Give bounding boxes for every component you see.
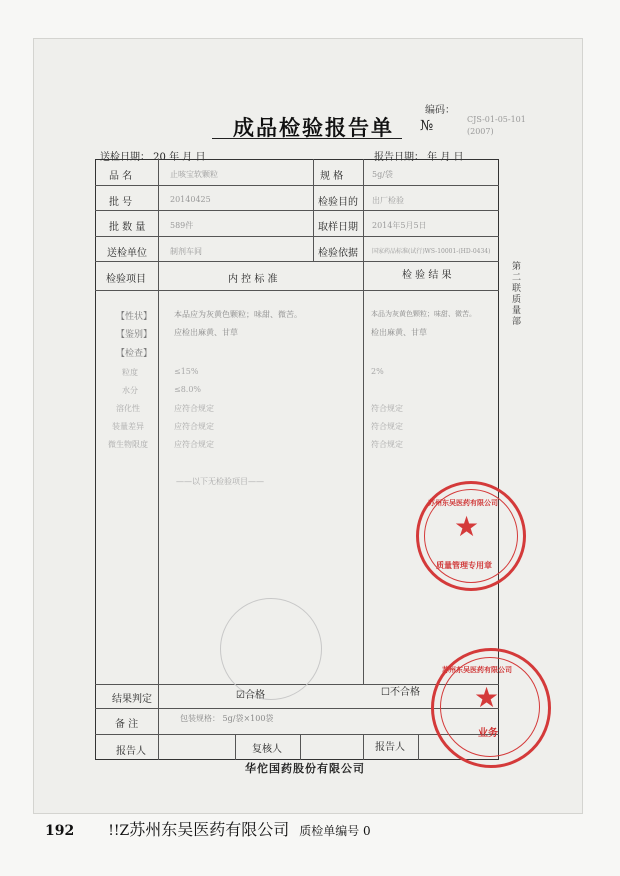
code-value-line-2: (2007)	[467, 127, 494, 136]
pass-option: ☑合格	[236, 690, 265, 701]
quantity-value: 589件	[170, 221, 194, 230]
item-fill-variance: 装量差异	[112, 422, 144, 431]
quality-seal-subtext: 质量管理专用章	[436, 560, 492, 570]
reporter-label: 报告人	[116, 746, 146, 757]
title-underline	[212, 138, 402, 139]
sender-label: 报告人	[375, 742, 405, 753]
col-divider	[158, 159, 159, 290]
row-divider	[95, 290, 499, 291]
col-header-standard: 内 控 标 准	[228, 274, 278, 285]
fail-text: 不合格	[389, 687, 420, 698]
fail-option: ☐不合格	[381, 687, 420, 698]
col-divider	[235, 734, 236, 760]
report-title: 成品检验报告单	[233, 115, 394, 140]
result-identification: 检出麻黄、甘草	[371, 328, 427, 337]
unit-value: 制剂车间	[170, 247, 202, 256]
spec-label: 规 格	[320, 171, 344, 182]
code-value-line-1: CJS-01-05-101	[467, 115, 526, 124]
purpose-value: 出厂检验	[372, 196, 404, 205]
col-header-result: 检 验 结 果	[402, 270, 452, 281]
col-divider	[418, 734, 419, 760]
product-value: 止咳宝软颗粒	[170, 170, 218, 179]
item-moisture: 水分	[122, 386, 138, 395]
seal-star-icon: ★	[474, 681, 500, 714]
item-solubility: 溶化性	[116, 404, 140, 413]
col-header-item: 检验项目	[106, 274, 146, 285]
basis-label: 检验依据	[318, 248, 358, 259]
send-date: 送检日期： 20 年 月 日	[100, 152, 206, 163]
basis-value: 国家药品标准(试行)WS-10001-(HD-0434)	[372, 248, 491, 255]
standard-solubility: 应符合规定	[174, 404, 214, 413]
col-divider	[300, 734, 301, 760]
seal-star-icon: ★	[454, 510, 480, 543]
copy-note: 第二联 质量部	[512, 262, 522, 327]
unit-label: 送检单位	[107, 248, 147, 259]
result-appearance: 本品为灰黄色颗粒；味甜、微苦。	[371, 310, 476, 318]
sample-date-label: 取样日期	[318, 222, 358, 233]
conclusion-label: 结果判定	[112, 694, 152, 705]
remark-label: 备 注	[115, 719, 139, 730]
standard-granularity: ≤15%	[174, 367, 199, 376]
faded-seal	[220, 598, 322, 700]
issuing-company: 华佗国药股份有限公司	[245, 762, 365, 775]
item-appearance: 【性状】	[116, 312, 153, 322]
reviewer-label: 复核人	[252, 744, 282, 755]
row-divider	[95, 185, 499, 186]
standard-fill-variance: 应符合规定	[174, 422, 214, 431]
row-divider	[95, 261, 499, 262]
col-divider	[363, 159, 364, 261]
result-microbial-limit: 符合规定	[371, 440, 403, 449]
col-divider	[158, 684, 159, 760]
batch-value: 20140425	[170, 195, 211, 204]
row-divider	[95, 236, 499, 237]
sample-date-value: 2014年5月5日	[372, 221, 427, 230]
report-date: 报告日期： 年 月 日	[374, 152, 464, 163]
caption-company: 苏州东吴医药有限公司	[129, 820, 290, 839]
remark-value: 包装规格： 5g/袋×100袋	[180, 714, 274, 723]
pass-text: 合格	[244, 690, 265, 701]
col-divider	[158, 290, 159, 684]
standard-moisture: ≤8.0%	[174, 385, 202, 394]
row-divider	[95, 210, 499, 211]
bottom-caption	[45, 817, 371, 840]
item-granularity: 粒度	[122, 368, 138, 377]
col-divider	[363, 734, 364, 760]
code-value	[467, 114, 526, 138]
page-number: 192	[45, 823, 75, 839]
spec-value: 5g/袋	[372, 170, 393, 179]
result-fill-variance: 符合规定	[371, 422, 403, 431]
item-inspection: 【检查】	[116, 349, 153, 359]
col-divider	[313, 159, 314, 261]
standard-identification: 应检出麻黄、甘草	[174, 328, 238, 337]
purpose-label: 检验目的	[318, 197, 358, 208]
batch-label: 批 号	[109, 197, 133, 208]
company-seal-subtext: 业务	[478, 728, 498, 739]
caption-prefix: !!Z	[108, 823, 130, 839]
company-seal-text: 苏州东吴医药有限公司	[442, 665, 512, 674]
standard-microbial-limit: 应符合规定	[174, 440, 214, 449]
item-microbial-limit: 微生物限度	[108, 440, 148, 449]
item-identification: 【鉴别】	[116, 330, 153, 340]
end-note: ——以下无检验项目——	[176, 477, 264, 486]
quality-seal-text: 苏州东吴医药有限公司	[428, 498, 498, 507]
col-divider	[363, 261, 364, 684]
number-symbol: №	[420, 118, 434, 134]
result-solubility: 符合规定	[371, 404, 403, 413]
qc-number-label: 质检单编号 0	[299, 824, 371, 838]
code-label: 编码：	[425, 105, 455, 116]
product-label: 品 名	[109, 171, 133, 182]
standard-appearance: 本品应为灰黄色颗粒；味甜、微苦。	[174, 310, 302, 319]
result-granularity: 2%	[371, 367, 384, 376]
quantity-label: 批 数 量	[109, 222, 146, 233]
